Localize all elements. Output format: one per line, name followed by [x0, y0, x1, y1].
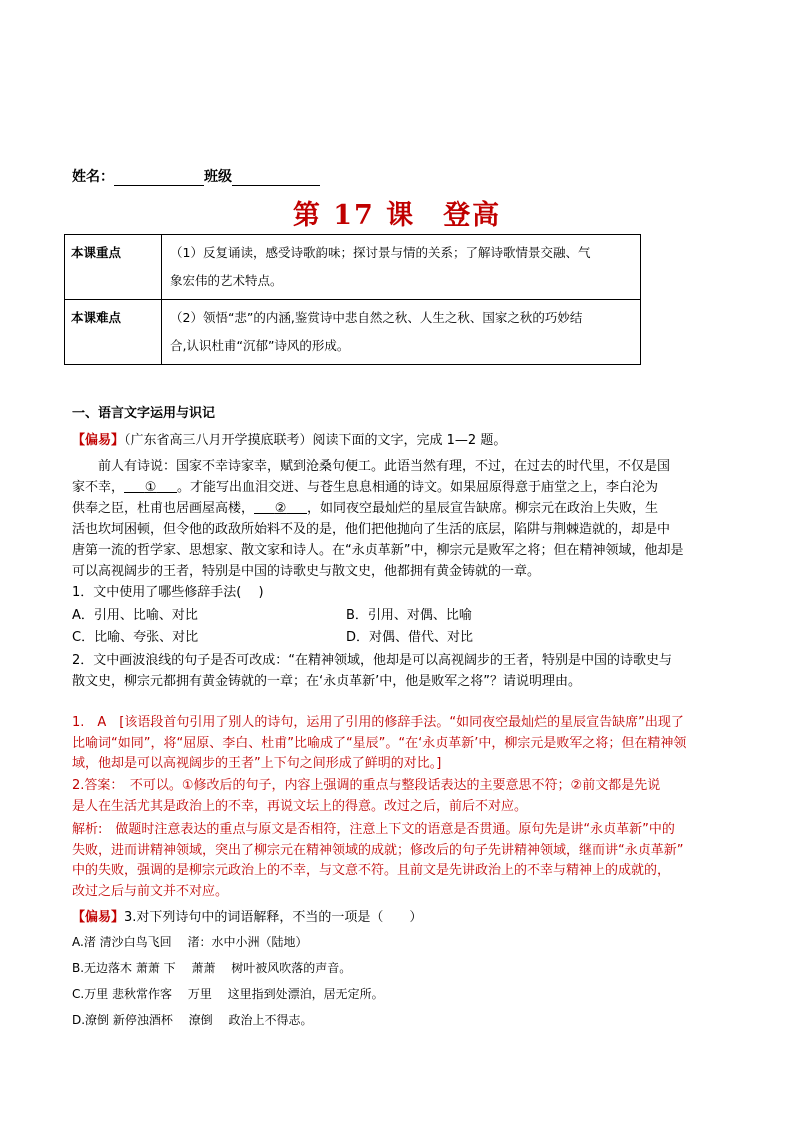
q1-option-c[interactable]: C．比喻、夸张、对比: [72, 630, 199, 645]
difficulty-tag: 【偏易】: [72, 910, 125, 925]
section-heading: 一、语言文字运用与识记: [72, 406, 216, 421]
passage-text: ，如同夜空最灿烂的星辰宣告缺席。柳宗元在政治上失败，生: [307, 501, 659, 516]
difficulty-content-line: （2）领悟“悲”的内涵,鉴赏诗中悲自然之秋、人生之秋、国家之秋的巧妙结: [170, 310, 583, 325]
passage-line: 前人有诗说：国家不幸诗家幸，赋到沧桑句便工。此语当然有理，不过，在过去的时代里，不仅是国: [98, 459, 671, 474]
difficulty-label: 本课难点: [65, 300, 162, 365]
analysis-line: 中的失败，强调的是柳宗元政治上的不幸，与文意不符。且前文是先讲政治上的不幸与精神上的成就的，: [72, 863, 671, 878]
source-text: （广东省高三八月开学摸底联考）阅读下面的文字，完成 1—2 题。: [124, 433, 507, 448]
q3-option-a[interactable]: A.渚 清沙白鸟飞回 渚：水中小洲（陆地）: [72, 935, 308, 949]
reading-passage: [72, 456, 722, 582]
table-row: [65, 300, 641, 365]
passage-text: 。才能写出血泪交迸、与苍生息息相通的诗文。如果屈原得意于庙堂之上，李白沦为: [177, 480, 659, 495]
q1-option-b[interactable]: B．引用、对偶、比喻: [346, 608, 472, 623]
question-3-text: 3.对下列诗句中的词语解释，不当的一项是（ ）: [124, 910, 423, 925]
key-content: [162, 235, 641, 300]
analysis-line: 改过之后与前文并不对应。: [72, 883, 229, 899]
analysis-line: 失败，进而讲精神领域，突出了柳宗元在精神领域的成就；修改后的句子先讲精神领域，继而讲“永贞革新”: [72, 842, 684, 858]
question-2-line: 2．文中画波浪线的句子是否可改成：“在精神领域，他却是可以高视阔步的王者，特别是中国的诗歌史与: [72, 653, 673, 668]
answer-2-line: 2.答案： 不可以。①修改后的句子，内容上强调的重点与整段话表达的主要意思不符；②前文都是先说: [72, 778, 661, 793]
student-info-line: [72, 166, 320, 186]
passage-line: 活也坎坷困顿，但令他的政敌所始料不及的是，他们把他抛向了生活的底层，陷阱与荆棘造就的，却是中: [72, 522, 671, 537]
question-1-stem: 1．文中使用了哪些修辞手法( ): [72, 585, 264, 600]
blank-2[interactable]: [254, 501, 307, 516]
lesson-title: [0, 193, 794, 232]
passage-line: [72, 477, 722, 498]
class-label: 班级: [204, 169, 232, 185]
lesson-name: 登高: [443, 200, 502, 231]
analysis-line: 解析: 做题时注意表达的重点与原文是否相符，注意上下文的语意是否贯通。原句先是讲“永贞革新”中的: [72, 822, 675, 837]
answer-1: [72, 713, 724, 775]
name-label: 姓名：: [72, 169, 114, 185]
question-source: [72, 430, 722, 451]
answer-1-line: 比喻词“如同”，将“屈原、李白、杜甫”比喻成了“星辰”。“在‘永贞革新’中，柳宗元是败军之将；但在精神领: [72, 735, 687, 751]
question-3-stem: [72, 907, 722, 928]
passage-text: 家不幸，: [72, 480, 125, 495]
question-2-line: 散文史，柳宗元都拥有黄金铸就的一章；在‘永贞革新’中，他是败军之将”？请说明理由。: [72, 674, 582, 689]
difficulty-content: [162, 300, 641, 365]
answer-1-line: 1. A [该语段首句引用了别人的诗句，运用了引用的修辞手法。“如同夜空最灿烂的星辰宣告缺席”出现了: [72, 715, 684, 730]
q1-option-d[interactable]: D．对偶、借代、对比: [346, 630, 474, 645]
q1-option-a[interactable]: A．引用、比喻、对比: [72, 608, 198, 623]
blank-1[interactable]: [124, 480, 177, 495]
difficulty-tag: 【偏易】: [72, 433, 125, 448]
answer-1-line: 域，他却是可以高视阔步的王者”上下句之间形成了鲜明的对比。]: [72, 756, 442, 771]
key-label: 本课重点: [65, 235, 162, 300]
key-points-table: [64, 234, 641, 365]
passage-line: [72, 498, 722, 519]
answer-analysis: [72, 820, 724, 902]
table-row: [65, 235, 641, 300]
answer-2: [72, 776, 724, 817]
q3-option-d[interactable]: D.潦倒 新停浊酒杯 潦倒 政治上不得志。: [72, 1013, 313, 1027]
lesson-number: 第 17 课: [292, 200, 416, 231]
passage-line: 可以高视阔步的王者，特别是中国的诗歌史与散文史，他都拥有黄金铸就的一章。: [72, 564, 541, 579]
class-blank[interactable]: [232, 171, 320, 186]
name-blank[interactable]: [114, 171, 204, 186]
key-content-line: 象宏伟的艺术特点。: [170, 273, 283, 288]
key-content-line: （1）反复诵读，感受诗歌韵味；探讨景与情的关系；了解诗歌情景交融、气: [170, 245, 591, 260]
passage-line: 唐第一流的哲学家、思想家、散文家和诗人。在“永贞革新”中，柳宗元是败军之将；但在精神领域，他却是: [72, 543, 684, 558]
question-2: [72, 650, 722, 692]
blank-1-number: ①: [144, 480, 157, 495]
q3-option-c[interactable]: C.万里 悲秋常作客 万里 这里指到处漂泊，居无定所。: [72, 987, 384, 1001]
difficulty-content-line: 合,认识杜甫“沉郁”诗风的形成。: [170, 338, 350, 353]
answer-2-line: 是人在生活尤其是政治上的不幸，再说文坛上的得意。改过之后，前后不对应。: [72, 798, 528, 814]
passage-text: 供奉之臣，杜甫也居画屋高楼，: [72, 501, 255, 516]
q3-option-b[interactable]: B.无边落木 萧萧 下 萧萧 树叶被风吹落的声音。: [72, 961, 352, 975]
blank-2-number: ②: [274, 501, 287, 516]
